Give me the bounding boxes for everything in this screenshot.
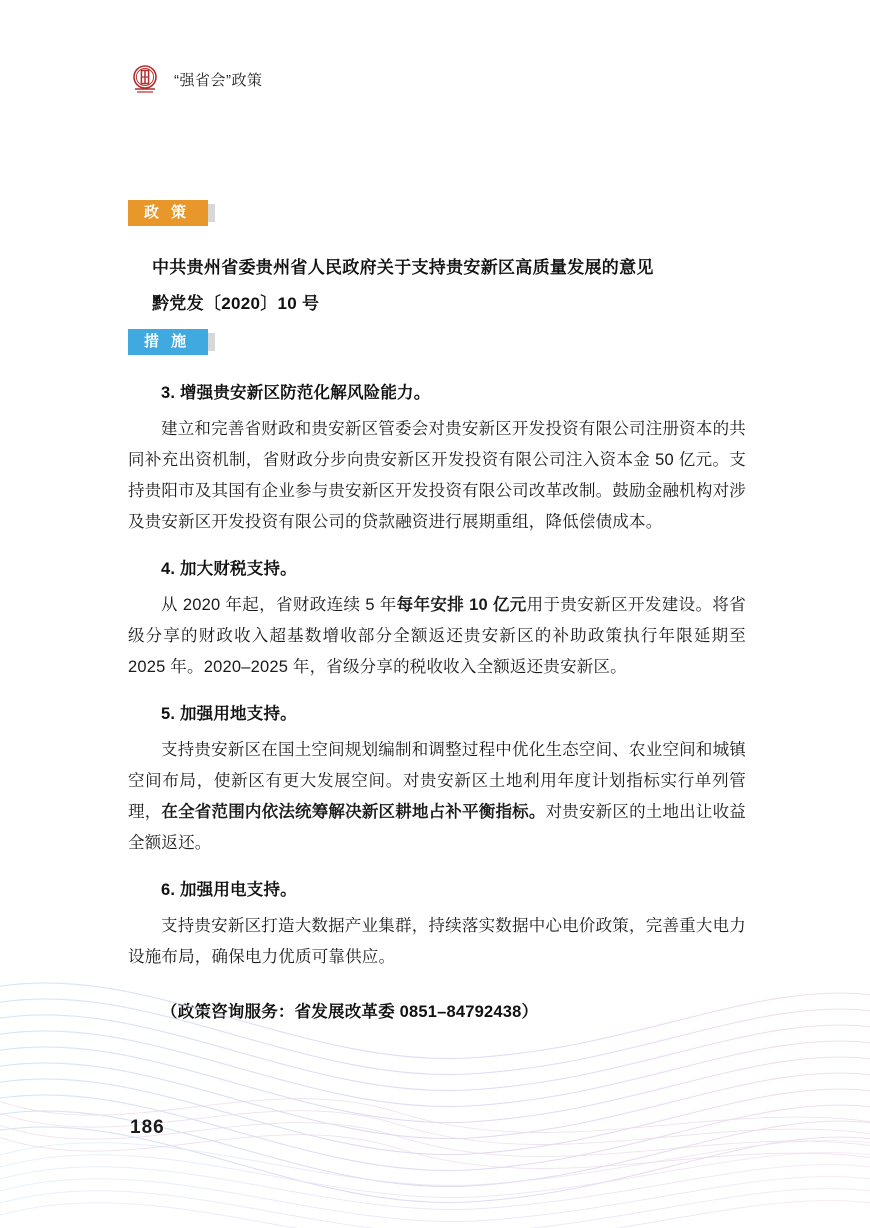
section-heading-5: 5. 加强用地支持。 (161, 705, 297, 723)
section-paragraph-4 (128, 590, 746, 683)
contact-line: （政策咨询服务：省发展改革委 0851–84792438） (161, 1003, 539, 1021)
section-paragraph-4-post: 用于贵安新区开发建设。将省级分享的财政收入超基数增收部分全额返还贵安新区的补助政策执行年限延期至 2025 年。2020–2025 年，省级分享的税收收入全额返还贵安新区。 (128, 596, 746, 676)
section-heading-3: 3. 增强贵安新区防范化解风险能力。 (161, 384, 431, 402)
page-header (128, 62, 263, 96)
header-title: “强省会”政策 (174, 71, 263, 89)
measure-tag (128, 329, 208, 355)
policy-tag-label: 政 策 (144, 204, 191, 221)
emblem-icon (128, 62, 162, 96)
section-paragraph-5 (128, 735, 746, 859)
section-paragraph-4-pre: 从 2020 年起，省财政连续 5 年 (161, 596, 397, 614)
document-title-line1: 中共贵州省委贵州省人民政府关于支持贵安新区高质量发展的意见 (152, 258, 654, 277)
section-paragraph-5-bold: 在全省范围内依法统筹解决新区耕地占补平衡指标。 (161, 803, 546, 821)
policy-tag (128, 200, 208, 226)
section-paragraph-3: 建立和完善省财政和贵安新区管委会对贵安新区开发投资有限公司注册资本的共同补充出资机制，省财政分步向贵安新区开发投资有限公司注入资本金 50 亿元。支持贵阳市及其国有企业参与贵安新区开发投资有限公司改革改制。鼓励金融机构对涉及贵安新区开发投资有限公司的贷款融资进行展期重组，降低偿债成本。 (128, 420, 746, 531)
section-heading-6: 6. 加强用电支持。 (161, 881, 297, 899)
document-body (128, 378, 746, 1027)
section-paragraph-5-pre: 支持贵安新区在国土空间规划编制和调整过程中优化生态空间、农业空间和城镇空间布局，使新区有更大发展空间。对贵安新区土地利用年度计划指标实行单列管理， (128, 741, 746, 821)
section-paragraph-4-bold: 每年安排 10 亿元 (396, 596, 527, 614)
section-paragraph-5-post: 对贵安新区的土地出让收益全额返还。 (128, 803, 746, 852)
measure-tag-label: 措 施 (144, 333, 191, 350)
section-paragraph-6: 支持贵安新区打造大数据产业集群，持续落实数据中心电价政策，完善重大电力设施布局，确保电力优质可靠供应。 (128, 917, 746, 966)
document-title-line2: 黔党发〔2020〕10 号 (152, 294, 320, 313)
section-heading-4: 4. 加大财税支持。 (161, 560, 297, 578)
page-number: 186 (130, 1117, 165, 1138)
document-title (152, 250, 752, 322)
